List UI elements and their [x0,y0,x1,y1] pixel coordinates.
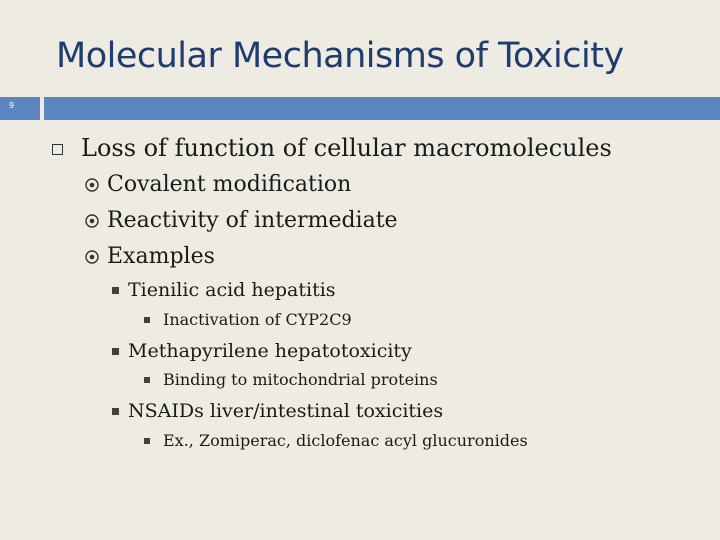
example-item [112,279,336,301]
hollow-square-icon [52,144,63,155]
bullet-level2-text: Reactivity of intermediate [107,208,398,233]
bullet-level1-text: Loss of function of cellular macromolecules [81,134,612,162]
slide-number-box [0,97,40,120]
title-divider-bar [44,97,720,120]
bullet-level2-text: Covalent modification [107,172,352,197]
example-detail [144,370,438,389]
filled-square-icon [144,317,150,323]
slide-number: 9 [9,101,15,110]
filled-square-icon [112,287,119,294]
example-name: NSAIDs liver/intestinal toxicities [128,400,444,422]
filled-square-icon [112,348,119,355]
filled-square-icon [144,438,150,444]
filled-square-icon [144,377,150,383]
filled-square-icon [112,408,119,415]
example-name: Tienilic acid hepatitis [128,279,336,301]
bullet-level2 [84,172,351,197]
example-detail-text: Inactivation of CYP2C9 [163,310,352,329]
bullet-level2 [84,208,398,233]
circled-dot-icon [84,213,100,229]
example-detail-text: Ex., Zomiperac, diclofenac acyl glucuronides [163,431,528,450]
slide-title: Molecular Mechanisms of Toxicity [56,36,624,76]
circled-dot-icon [84,177,100,193]
example-item [112,400,443,422]
bullet-level1 [52,134,612,162]
circled-dot-icon [84,249,100,265]
example-detail-text: Binding to mitochondrial proteins [163,370,438,389]
bullet-level2-text: Examples [107,244,215,269]
example-detail [144,431,528,450]
example-item [112,340,412,362]
bullet-level2 [84,244,215,269]
example-detail [144,310,352,329]
example-name: Methapyrilene hepatotoxicity [128,340,412,362]
